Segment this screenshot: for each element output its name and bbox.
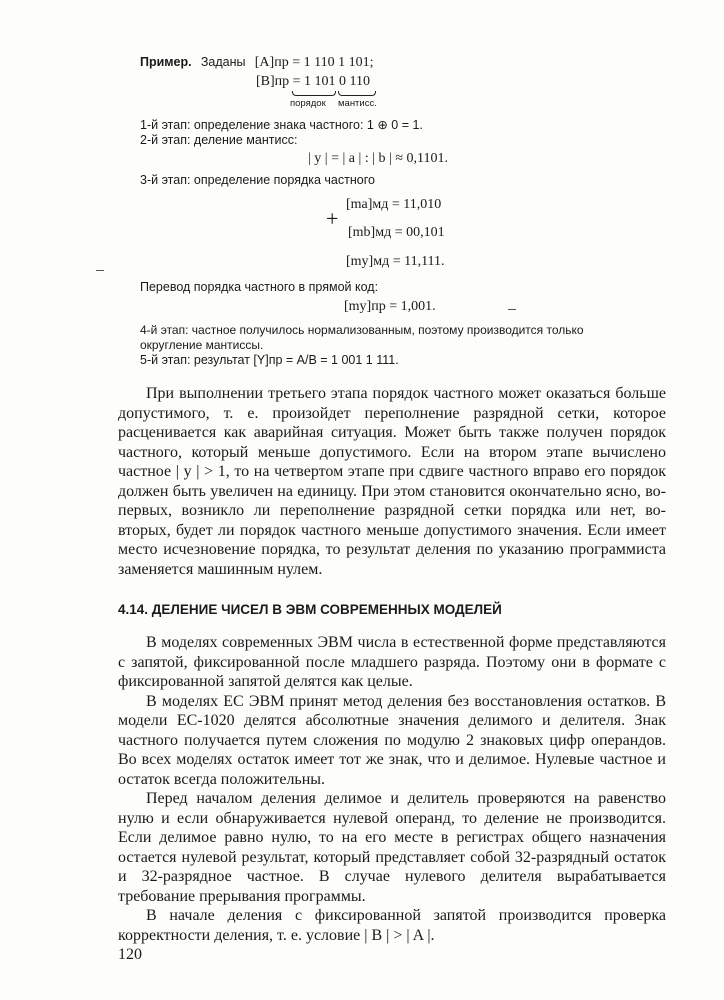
stage-4-line-2: округление мантиссы. [140, 338, 264, 352]
my-value: [my]мд = 11,111. [346, 254, 445, 269]
stage-2-formula: | y | = | a | : | b | ≈ 0,1101. [308, 151, 448, 166]
mantissa-brace [338, 91, 376, 96]
my-direct-code: [my]пр = 1,001. [344, 299, 436, 314]
stage-4-line-1: 4-й этап: частное получилось нормализованным, поэтому производится только [140, 323, 584, 337]
plus-sign: + [326, 206, 339, 231]
paragraph-2: В моделях современных ЭВМ числа в естественной форме представляются с запятой, фиксированной после младшего разряда. Поэтому они в формате с фиксированной запятой делятся как целые. [118, 634, 666, 690]
order-brace [292, 91, 336, 96]
b-sub-order: порядок [290, 98, 326, 109]
b-definition: [B]пр = 1 101 0 110 [256, 74, 371, 89]
page-number: 120 [118, 946, 142, 963]
stage-2: 2-й этап: деление мантисс: [140, 133, 298, 147]
paragraph-3: В моделях ЕС ЭВМ принят метод деления без восстановления остатков. В модели ЕС-1020 делятся абсолютные значения делимого и делителя. Знак частного получается путем сложения по модулю 2 знаковых цифр операндов. Во всех моделях остаток имеет тот же знак, что и делимое. Нулевые частное и остаток всегда положительны. [118, 692, 666, 788]
paragraph-4: Перед началом деления делимое и делитель проверяются на равенство нулю и если обнаруживается нулевой операнд, то деление не производится. Если делимое равно нулю, то на его месте в регистрах общего назначения остается нулевой результат, который представляет собой 32-разрядный остаток и 32-разрядное частное. В случае нулевого делителя вырабатывается требование прерывания программы. [118, 790, 666, 905]
margin-mark-right [508, 309, 516, 310]
paragraph-5: В начале деления с фиксированной запятой производится проверка корректности деления, т. е. условие | B | > | A |. [118, 907, 666, 944]
stage-1: 1-й этап: определение знака частного: 1 ⊕ 0 = 1. [140, 118, 423, 132]
example-line-a [140, 54, 373, 71]
example-label: Пример. [140, 55, 192, 69]
margin-mark [96, 270, 104, 271]
a-definition: [A]пр = 1 110 1 101; [254, 55, 374, 70]
stage-3: 3-й этап: определение порядка частного [140, 173, 375, 187]
stage-5: 5-й этап: результат [Y]пр = A/B = 1 001 1 111. [140, 353, 399, 367]
example-given: Заданы [200, 55, 246, 69]
paragraph-1 [118, 384, 666, 579]
paragraph-1-text: При выполнении третьего этапа порядок частного может оказаться больше допустимого, т. е. произойдет переполнение разрядной сетки, которое расценивается как аварийная ситуация. Может быть также получен порядок частного, который меньше допустимого. Если на втором этапе вычислено частное | y | > 1, то на четвертом этапе при сдвиге частного вправо его порядок должен быть увеличен на единицу. При этом становится окончательно ясно, во-первых, возникло ли переполнение разрядной сетки порядка или нет, во-вторых, будет ли порядок частного меньше допустимого значения. Если имеет место исчезновение порядка, то результат деления по указанию программиста заменяется машинным нулем. [118, 385, 666, 578]
ma-value: [ma]мд = 11,010 [346, 197, 442, 212]
transfer-label: Перевод порядка частного в прямой код: [140, 280, 379, 294]
section-heading: 4.14. ДЕЛЕНИЕ ЧИСЕЛ В ЭВМ СОВРЕМЕННЫХ МОДЕЛЕЙ [118, 602, 502, 617]
b-sub-mantissa: мантисс. [338, 98, 377, 109]
section-body [118, 633, 666, 945]
mb-value: [mb]мд = 00,101 [348, 225, 445, 240]
